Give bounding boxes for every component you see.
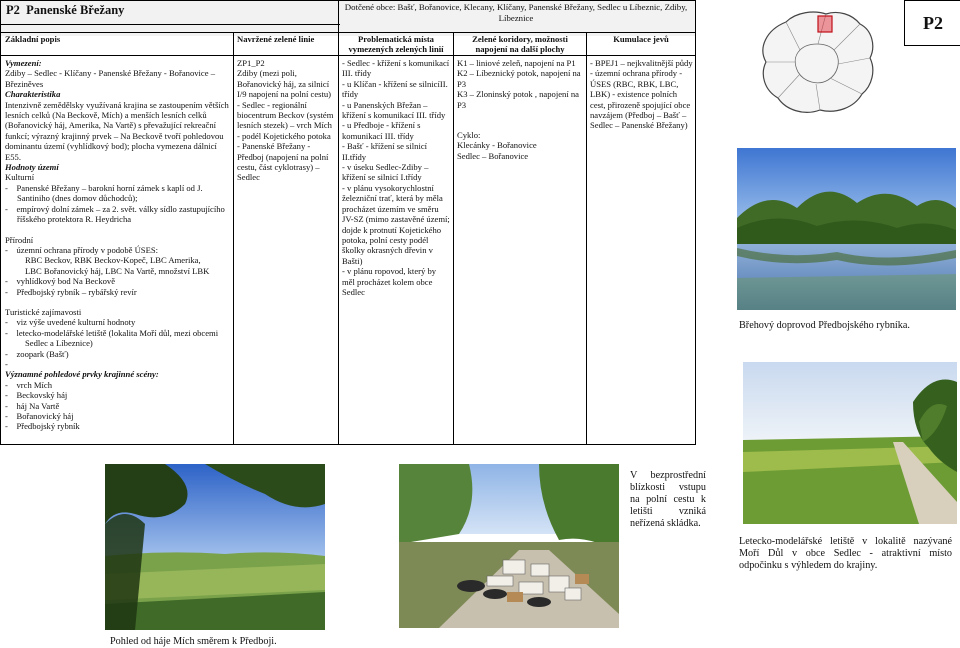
problem-item: - Bašť - křížení se silnicí II.třídy <box>342 141 428 162</box>
grid-line-bottom <box>0 444 696 445</box>
page-title <box>6 3 124 18</box>
prirodni-item: - vyhlídkový bod Na Beckově <box>5 276 116 287</box>
corridor-k3: K3 – Zloninský potok , napojení na P3 <box>457 89 579 110</box>
col-title-corridors: Zelené koridory, možnosti napojení na další plochy <box>472 34 568 55</box>
turist-item: - letecko-modelářské letiště (lokalita Moří důl, mezi obcemi Sedlec a Líbeznice) <box>5 327 219 349</box>
spacer <box>457 110 584 130</box>
page-badge-text: P2 <box>923 12 943 33</box>
grid-line-v1 <box>233 32 234 445</box>
prirodni-item-text: Předbojský rybník – rybářský revír <box>16 286 137 297</box>
locator-map-highlight <box>818 16 832 32</box>
turist-item: - zoopark (Bašť) <box>5 348 69 359</box>
problem-item: - u Předboje - křížení s komunikací III. třídy <box>342 120 421 141</box>
grid-line-v3 <box>453 32 454 445</box>
corridor-k1: K1 – liniové zeleň, napojení na P1 <box>457 58 576 68</box>
problem-item: - v plánu vysokorychlostní železniční trať, která by měla procházet územím ve směru JV-SZ (mimo zastavěné území; dojde k protnutí Kojetického potoka, polní cesty podél školky okrasných dřevin v Bašti) <box>342 182 450 266</box>
vyznamne-item: - Beckovský háj <box>5 390 68 401</box>
prirodni-heading: Přírodní <box>5 234 34 245</box>
turist-item: - viz výše uvedené kulturní hodnoty <box>5 317 136 328</box>
locator-map <box>756 4 878 120</box>
caption-airfield: Letecko-modelářské letiště v lokalitě nazývané Moří Důl v obce Sedlec - atraktivní místo odpočinku s výhledem do krajiny. <box>739 536 952 571</box>
vymezeni-heading: Vymezení: <box>5 58 42 68</box>
problem-places <box>342 58 451 443</box>
page-badge <box>904 0 960 46</box>
vyznamne-item-text: vrch Mích <box>16 379 53 390</box>
vyznamne-item-text: Předbojský rybník <box>16 421 80 432</box>
prirodni-item: - Předbojský rybník – rybářský revír <box>5 286 137 297</box>
grid-line-v2 <box>338 0 339 445</box>
prirodni-item-text: územní ochrana přírody v podobě ÚSES: <box>16 244 158 255</box>
photo-pond <box>737 148 956 310</box>
kulturni-item-text: Panenské Břežany – barokní horní zámek s kaplí od J. Santiniho (dnes domov důchodců); <box>16 182 203 204</box>
turist-item-text: zoopark (Bašť) <box>16 348 69 359</box>
dash-empty: - <box>5 358 8 369</box>
col-title-cumulation: Kumulace jevů <box>613 34 669 44</box>
corridor-k2: K2 – Líbeznický potok, napojení na P3 <box>457 68 581 89</box>
problem-item: - v úseku Sedlec-Zdiby – křížení se silnicí I.třídy <box>342 162 429 183</box>
grid-line-top <box>0 0 696 1</box>
grid-line-header2 <box>0 32 696 33</box>
vyznamne-item: - Bořanovický háj <box>5 411 74 421</box>
basic-description <box>5 58 231 443</box>
kulturni-item: - Panenské Břežany – barokní horní zámek s kaplí od J. Santiniho (dnes domov důchodců); <box>5 182 203 204</box>
prirodni-uses-1: RBC Beckov, RBK Beckov-Kopeč, LBC Amerika, <box>25 255 201 266</box>
municipalities-text: Dotčené obce: Bašť, Bořanovice, Klecany, Klíčany, Panenské Břežany, Sedlec u Líbeznic, Zdiby, Líbeznice <box>344 2 688 23</box>
turist-item-text: viz výše uvedené kulturní hodnoty <box>16 317 136 328</box>
photo-airfield <box>743 362 957 524</box>
problem-item: - u Klíčan - křížení se silnicíII. třídy <box>342 78 448 100</box>
spacer <box>5 225 231 235</box>
green-line-text: Zdiby (mezi poli, Bořanovický háj, za silnicí I/9 napojení na polní cestu) - Sedlec - regionální biocentrum Beckov (systém lesních stezek) – vrch Mích - podél Kojetického potoka - Panenské Břežany - Předboj (napojení na polní cestu, část cyklotrasy) – Sedlec <box>237 68 334 183</box>
vyznamne-item: - Předbojský rybník <box>5 421 80 432</box>
vyznamne-item: - vrch Mích <box>5 379 53 390</box>
charakteristika-heading: Charakteristika <box>5 89 61 100</box>
grid-line-v5 <box>695 0 696 445</box>
vymezeni-text: Zdiby – Sedlec - Klíčany - Panenské Břežany - Bořanovice – Březiněves <box>5 68 216 89</box>
col-title-problems: Problematická místa vymezených zelených linií <box>348 34 444 55</box>
charakteristika-text: Intenzivně zemědělsky využívaná krajina se zastoupením větších lesních celků (Na Beckově, Mích) a menších lesních celků (Bořanovický háj, Amerika, Na Vartě) s převažující rekreační funkcí; výrazný krajinný prvek – Na Beckově tvoří pohledovou dominantu území (vyhlídkový bod); plocha vymezena dálnicí E55. <box>5 99 229 162</box>
phenomena-cumulation <box>590 58 693 443</box>
grid-line-v4 <box>586 32 587 445</box>
green-corridors <box>457 58 584 443</box>
photo-dump <box>399 464 619 628</box>
vyznamne-item-text: Bořanovický háj <box>16 411 74 421</box>
col-title-basic: Základní popis <box>5 34 61 44</box>
turist-heading: Turistické zajímavosti <box>5 306 82 317</box>
caption-view: Pohled od háje Mích směrem k Předboji. <box>110 636 277 647</box>
col-title-lines: Navržené zelené linie <box>237 34 315 44</box>
problem-item: - Sedlec - křížení s komunikací III. třídy <box>342 58 450 79</box>
grid-line-sub <box>0 55 696 56</box>
cyklo-heading: Cyklo: <box>457 130 481 141</box>
vyznamne-item: - háj Na Vartě <box>5 400 60 411</box>
kulturni-item: - empírový dolní zámek – za 2. svět. války sídlo zastupujícího říšského protektora R. Heydricha <box>5 203 225 225</box>
kulturni-heading: Kulturní <box>5 172 35 183</box>
spacer <box>5 297 231 307</box>
green-lines <box>237 58 335 443</box>
vyznamne-heading: Významné pohledové prvky krajinné scény: <box>5 369 159 380</box>
grid-line-header <box>0 24 340 25</box>
cumulation-text: - BPEJ1 – nejkvalitnější půdy - územní ochrana přírody - ÚSES (RBC, RBK, LBC, LBK) - existence polních cest, přirozeně spojující obce navzájem (Předboj – Bašť – Sedlec – Panenské Břežany) <box>590 58 693 131</box>
problem-item: - u Panenských Břežan – křížení s komunikací III. třídy <box>342 99 446 121</box>
prirodni-item-text: vyhlídkový bod Na Beckově <box>16 276 116 287</box>
vyznamne-item-text: háj Na Vartě <box>16 400 60 411</box>
caption-pond: Břehový doprovod Předbojského rybníka. <box>739 320 910 331</box>
vyznamne-item-text: Beckovský háj <box>16 390 68 401</box>
kulturni-item-text: empírový dolní zámek – za 2. svět. války sídlo zastupujícího říšského protektora R. Heydricha <box>16 203 225 225</box>
caption-dump: V bezprostřední blízkosti vstupu na polní cestu k letišti vzniká neřízená skládka. <box>630 470 706 529</box>
municipalities-line <box>340 2 692 24</box>
title-name: Panenské Břežany <box>26 3 125 17</box>
prirodni-item: - územní ochrana přírody v podobě ÚSES: <box>5 244 158 255</box>
prirodni-uses-2: LBC Bořanovický háj, LBC Na Vartě, množství LBK <box>25 265 210 276</box>
turist-item-text: letecko-modelářské letiště (lokalita Moří důl, mezi obcemi Sedlec a Líbeznice) <box>16 327 219 349</box>
problem-item: - v plánu ropovod, který by měl procházet kolem obce Sedlec <box>342 266 437 297</box>
grid-line-v0 <box>0 0 1 445</box>
hodnoty-heading: Hodnoty území <box>5 162 59 173</box>
green-line-id: ZP1_P2 <box>237 58 265 68</box>
title-code: P2 <box>6 3 20 17</box>
cyklo-text: Klecánky - Bořanovice Sedlec – Bořanovice <box>457 140 537 161</box>
photo-view <box>105 464 325 630</box>
